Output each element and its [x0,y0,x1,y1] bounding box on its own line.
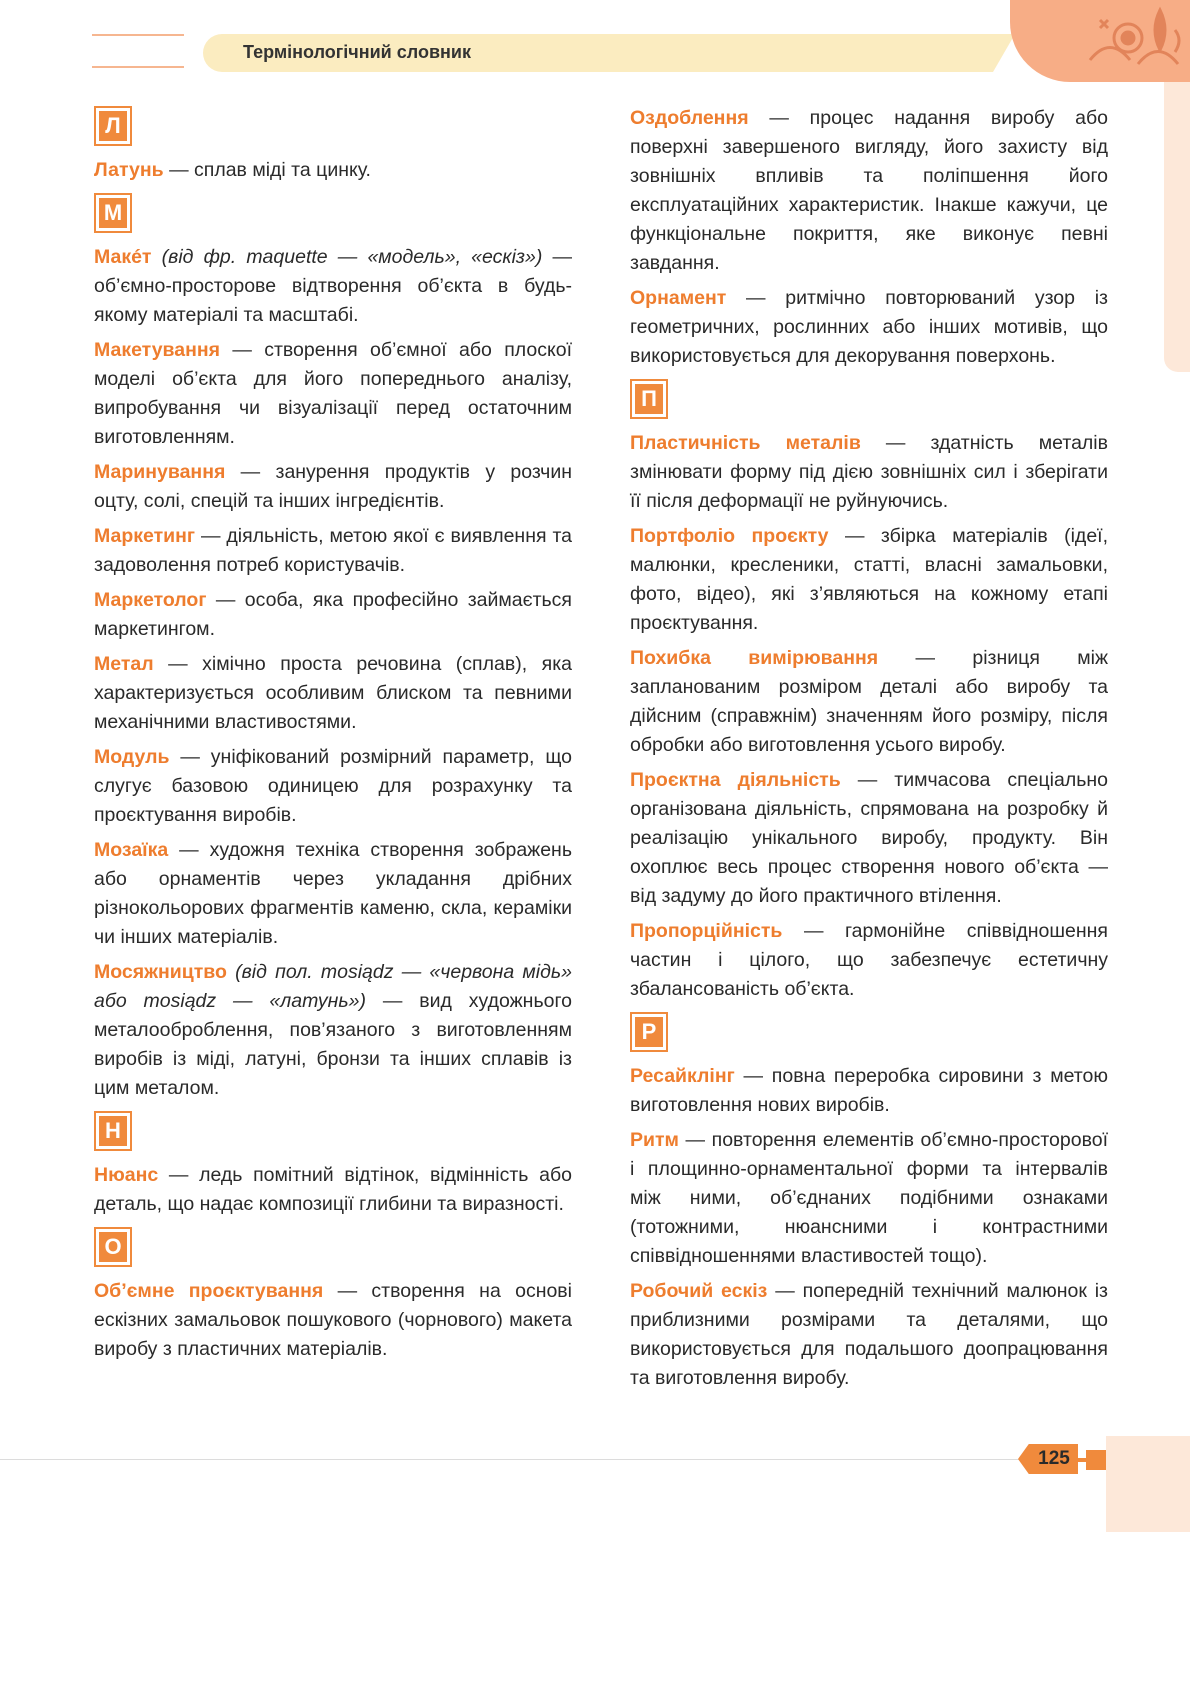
entry-definition: — гармонійне співвідношення частин і цілого, що забезпечує естетичну збалансованість об’єкта. [630,920,1108,1000]
entry-resaikling [630,1062,1108,1120]
entry-pokhybka [630,644,1108,760]
entry-marketynh [94,522,572,580]
entry-latun [94,156,572,185]
entry-term: Пластичність металів [630,432,861,454]
entry-definition: — здатність металів змінювати форму під дією зовнішніх сил і зберігати її після деформації не руйнуючись. [630,432,1108,512]
entry-proiektna [630,766,1108,911]
entry-term: Ресайклінг [630,1065,735,1087]
entry-term: Латунь [94,159,164,181]
page-tag-square [1086,1450,1106,1470]
entry-ornament [630,284,1108,371]
entry-mozaika [94,836,572,952]
entry-definition: — художня техніка створення зображень або орнаментів через укладання дрібних різнокольорових фрагментів каменю, скла, кераміки чи інших матеріалів. [94,839,572,948]
header-tab [203,34,993,72]
entry-definition: — попередній технічний малюнок із приблизними розмірами та деталями, що використовується для подальшого доопрацювання та виготовлення виробу. [630,1280,1108,1389]
entry-term: Ритм [630,1129,679,1151]
page-number-tag [1018,1444,1084,1474]
entry-robochyi [630,1277,1108,1393]
entry-ozdoblennia [630,104,1108,278]
entry-maket [94,243,572,330]
right-column [630,104,1108,1399]
entry-term: Маркетинг [94,525,196,547]
side-strip-bottom [1106,1436,1190,1532]
corner-ornament-block [1010,0,1190,82]
entry-definition: — створення на основі ескізних замальовок пошукового (чорнового) макета виробу з пластичних матеріалів. [94,1280,572,1360]
entry-definition: — вид художнього металооброблення, пов’язаного з виготовленням виробів із міді, латуні, бронзи та інших сплавів із цим металом. [94,990,572,1099]
entry-term: Орнамент [630,287,727,309]
header-decor-lines [92,34,184,98]
entry-obiemne [94,1277,572,1364]
entry-mosiazhnytstvo [94,958,572,1103]
entry-marynuvannia [94,458,572,516]
entry-term: Об’ємне проєктування [94,1280,324,1302]
entry-term: Оздоблення [630,107,749,129]
folk-ornament-icon [1010,0,1190,82]
entry-marketoloh [94,586,572,644]
entry-definition: — діяльність, метою якої є виявлення та задоволення потреб користувачів. [94,525,572,576]
entry-definition: — особа, яка професійно займається маркетингом. [94,589,572,640]
entry-definition: — ритмічно повторюваний узор із геометричних, рослинних або інших мотивів, що використовується для декорування поверхонь. [630,287,1108,367]
entry-term: Метал [94,653,154,675]
entry-definition: — повна переробка сировини з метою виготовлення нових виробів. [630,1065,1108,1116]
letter-marker-l: Л [94,106,132,146]
entry-term: Нюанс [94,1164,159,1186]
entry-term: Модуль [94,746,170,768]
entry-term: Похибка вимірювання [630,647,879,669]
entry-metal [94,650,572,737]
entry-term: Робочий ескіз [630,1280,768,1302]
entry-plastychnist [630,429,1108,516]
entry-definition: — уніфікований розмірний параметр, що слугує базовою одиницею для розрахунку та проєктування виробів. [94,746,572,826]
entry-definition: — створення об’ємної або плоскої моделі об’єкта для його попереднього аналізу, випробування чи візуалізації перед остаточним виготовленням. [94,339,572,448]
entry-term: Маринування [94,461,226,483]
page-number: 125 [1038,1448,1070,1469]
entry-etymology: (від пол. mosiądz — «червона мідь» або mosiądz — «латунь») [94,961,572,1012]
entry-definition: — тимчасова спеціально організована діяльність, спрямована на розробку й реалізацію унікального виробу, продукту. Він охоплює весь процес створення нового об’єкта — від задуму до його практичного втілення. [630,769,1108,907]
entry-definition: — повторення елементів об’ємно-просторової і площинно-орнаментальної форми та інтервалів між ними, об’єднаних подібними ознаками (тотожними, нюансними і контрастними співвідношеннями властивостей тощо). [630,1129,1108,1267]
entry-term: Мосяжництво [94,961,227,983]
left-column [94,104,572,1370]
entry-definition: — процес надання виробу або поверхні завершеного вигляду, його захисту від зовнішніх впливів та поліпшення його експлуатаційних характеристик. Інакше кажучи, це функціональне покриття, яке виконує певні завдання. [630,107,1108,274]
entry-definition: — хімічно проста речовина (сплав), яка характеризується особливим блиском та певними механічними властивостями. [94,653,572,733]
letter-marker-p: П [630,379,668,419]
entry-proportsiinist [630,917,1108,1004]
entry-definition: — збірка матеріалів (ідеї, малюнки, кресленики, статті, власні замальовки, фото, відео), які з’являються на кожному етапі проєктування. [630,525,1108,634]
entry-term: Пропорційність [630,920,783,942]
letter-marker-m: М [94,193,132,233]
letter-marker-r: Р [630,1012,668,1052]
entry-term: Макéт [94,246,152,268]
entry-modul [94,743,572,830]
letter-marker-n: Н [94,1111,132,1151]
side-strip [1164,82,1190,372]
entry-definition: — ледь помітний відтінок, відмінність або деталь, що надає композиції глибини та виразності. [94,1164,572,1215]
entry-definition: — сплав міді та цинку. [163,159,371,181]
entry-definition: — різниця між запланованим розміром деталі або виробу та дійсним (справжнім) значенням його розміру, після обробки або виготовлення усього виробу. [630,647,1109,756]
page-title: Термінологічний словник [243,42,471,62]
entry-definition: — об’ємно-просторове відтворення об’єкта в будь-якому матеріалі та масштабі. [94,246,573,326]
entry-etymology: (від фр. maquette — «модель», «ескіз») [151,246,543,268]
entry-term: Маркетолог [94,589,207,611]
entry-nuans [94,1161,572,1219]
entry-portfolio [630,522,1108,638]
entry-definition: — занурення продуктів у розчин оцту, солі, спецій та інших інгредієнтів. [94,461,572,512]
entry-term: Портфоліо проєкту [630,525,829,547]
entry-maketuvannia [94,336,572,452]
entry-term: Макетування [94,339,221,361]
footer-rule [0,1459,1030,1460]
entry-rytm [630,1126,1108,1271]
entry-term: Мозаїка [94,839,169,861]
letter-marker-o: О [94,1227,132,1267]
entry-term: Проєктна діяльність [630,769,841,791]
